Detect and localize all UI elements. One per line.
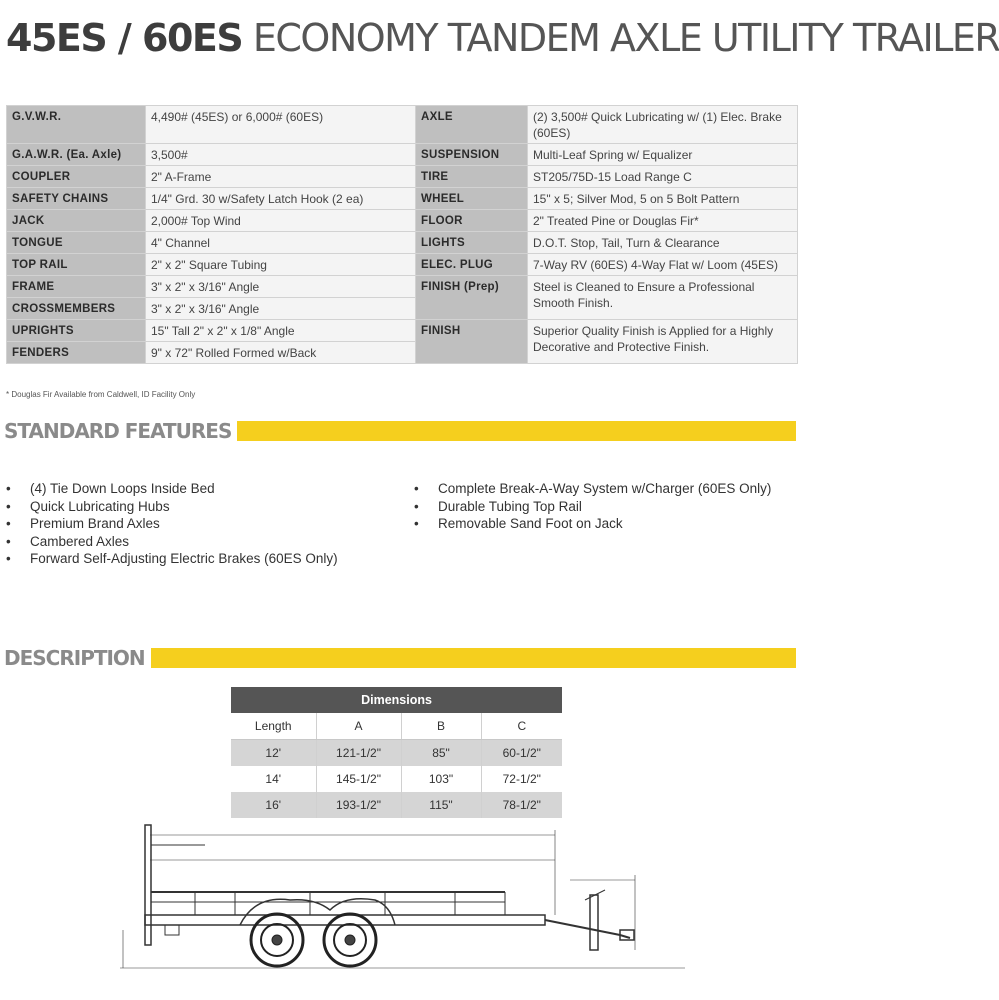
spec-value: D.O.T. Stop, Tail, Turn & Clearance — [528, 232, 798, 254]
spec-row — [7, 320, 798, 342]
spec-label: G.V.W.R. — [7, 106, 146, 144]
spec-label: SAFETY CHAINS — [7, 188, 146, 210]
table-row — [231, 740, 562, 767]
spec-value: Superior Quality Finish is Applied for a Highly Decorative and Protective Finish. — [528, 320, 798, 364]
table-cell: 145-1/2" — [316, 766, 401, 792]
spec-value: 2" Treated Pine or Douglas Fir* — [528, 210, 798, 232]
list-item: • Premium Brand Axles — [4, 515, 394, 533]
trailer-drawing — [105, 820, 690, 980]
header-accent-bar — [118, 648, 796, 668]
tail-light — [165, 925, 179, 935]
spec-value: 3" x 2" x 3/16" Angle — [146, 298, 416, 320]
spec-label: TONGUE — [7, 232, 146, 254]
spec-value: 15" x 5; Silver Mod, 5 on 5 Bolt Pattern — [528, 188, 798, 210]
dimensions-title: Dimensions — [231, 687, 562, 713]
spec-row — [7, 276, 798, 298]
table-cell: 72-1/2" — [481, 766, 562, 792]
list-item: • (4) Tie Down Loops Inside Bed — [4, 480, 394, 498]
spec-label: TIRE — [416, 166, 528, 188]
spec-value: Steel is Cleaned to Ensure a Professional Smooth Finish. — [528, 276, 798, 320]
spec-row — [7, 166, 798, 188]
spec-value: Multi-Leaf Spring w/ Equalizer — [528, 144, 798, 166]
column-header: B — [401, 713, 481, 740]
trailer-name: ECONOMY TANDEM AXLE UTILITY TRAILER — [252, 16, 999, 60]
spec-row — [7, 106, 798, 144]
spec-label: COUPLER — [7, 166, 146, 188]
list-item: • Quick Lubricating Hubs — [4, 498, 394, 516]
wheel-front — [251, 914, 303, 966]
standard-features-header — [0, 418, 800, 444]
spec-value: 2" x 2" Square Tubing — [146, 254, 416, 276]
table-cell: 12' — [231, 740, 316, 767]
spec-label: TOP RAIL — [7, 254, 146, 276]
table-cell: 85" — [401, 740, 481, 767]
spec-value: 15" Tall 2" x 2" x 1/8" Angle — [146, 320, 416, 342]
table-cell: 14' — [231, 766, 316, 792]
table-header-row — [231, 713, 562, 740]
spec-label: SUSPENSION — [416, 144, 528, 166]
wheel-rear — [324, 914, 376, 966]
description-header — [0, 645, 800, 671]
spec-label: UPRIGHTS — [7, 320, 146, 342]
spec-value: 2,000# Top Wind — [146, 210, 416, 232]
table-cell: 60-1/2" — [481, 740, 562, 767]
bed-frame — [145, 915, 545, 925]
list-item: • Forward Self-Adjusting Electric Brakes (60ES Only) — [4, 550, 394, 568]
list-item: • Cambered Axles — [4, 533, 394, 551]
features-list-right — [412, 480, 792, 533]
spec-label: CROSSMEMBERS — [7, 298, 146, 320]
table-row — [231, 766, 562, 792]
spec-label: WHEEL — [416, 188, 528, 210]
table-cell: 78-1/2" — [481, 792, 562, 818]
tongue — [545, 920, 630, 938]
dimensions-table — [231, 687, 562, 818]
spec-value: 4,490# (45ES) or 6,000# (60ES) — [146, 106, 416, 144]
spec-label: ELEC. PLUG — [416, 254, 528, 276]
spec-row — [7, 144, 798, 166]
spec-value: ST205/75D-15 Load Range C — [528, 166, 798, 188]
section-title: STANDARD FEATURES — [4, 418, 237, 444]
footnote: * Douglas Fir Available from Caldwell, ID Facility Only — [6, 390, 196, 399]
spec-value: 4" Channel — [146, 232, 416, 254]
spec-label: FINISH — [416, 320, 528, 364]
spec-row — [7, 188, 798, 210]
spec-value: 2" A-Frame — [146, 166, 416, 188]
column-header: C — [481, 713, 562, 740]
section-title: DESCRIPTION — [4, 645, 151, 671]
list-item: • Complete Break-A-Way System w/Charger (60ES Only) — [412, 480, 792, 498]
table-row — [231, 792, 562, 818]
table-cell: 193-1/2" — [316, 792, 401, 818]
fender — [240, 899, 395, 925]
spec-label: LIGHTS — [416, 232, 528, 254]
spec-value: (2) 3,500# Quick Lubricating w/ (1) Elec. Brake (60ES) — [528, 106, 798, 144]
page-title — [6, 8, 999, 68]
table-cell: 121-1/2" — [316, 740, 401, 767]
features-list-left — [4, 480, 394, 568]
specs-table — [6, 105, 798, 364]
table-cell: 115" — [401, 792, 481, 818]
list-item: • Durable Tubing Top Rail — [412, 498, 792, 516]
spec-row — [7, 232, 798, 254]
column-header: A — [316, 713, 401, 740]
spec-value: 3,500# — [146, 144, 416, 166]
spec-value: 7-Way RV (60ES) 4-Way Flat w/ Loom (45ES) — [528, 254, 798, 276]
spec-label: FINISH (Prep) — [416, 276, 528, 320]
spec-label: FRAME — [7, 276, 146, 298]
table-cell: 16' — [231, 792, 316, 818]
spec-label: AXLE — [416, 106, 528, 144]
spec-value: 9" x 72" Rolled Formed w/Back — [146, 342, 416, 364]
list-item: • Removable Sand Foot on Jack — [412, 515, 792, 533]
spec-label: FENDERS — [7, 342, 146, 364]
spec-label: G.A.W.R. (Ea. Axle) — [7, 144, 146, 166]
spec-value: 1/4" Grd. 30 w/Safety Latch Hook (2 ea) — [146, 188, 416, 210]
column-header: Length — [231, 713, 316, 740]
jack — [590, 895, 598, 950]
gate-post — [145, 825, 151, 945]
spec-row — [7, 254, 798, 276]
table-cell: 103" — [401, 766, 481, 792]
header-accent-bar — [180, 421, 796, 441]
spec-value: 3" x 2" x 3/16" Angle — [146, 276, 416, 298]
model-name: 45ES / 60ES — [6, 16, 243, 60]
spec-label: FLOOR — [416, 210, 528, 232]
spec-label: JACK — [7, 210, 146, 232]
spec-row — [7, 210, 798, 232]
